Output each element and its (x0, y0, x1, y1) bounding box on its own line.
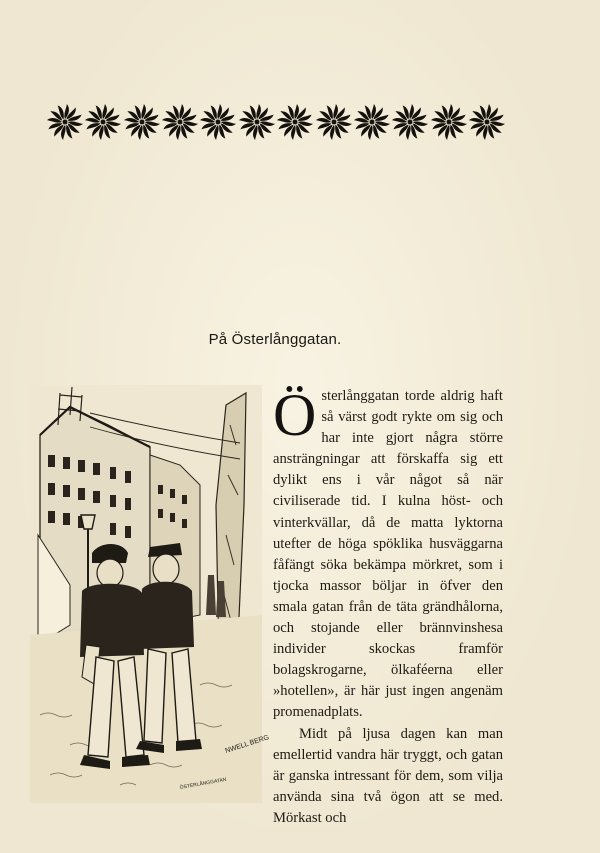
pinwheel-ornament-icon (238, 103, 276, 141)
pinwheel-ornament-icon (468, 103, 506, 141)
pinwheel-ornament-icon (84, 103, 122, 141)
artist-signature: NWELL BERG (224, 734, 271, 755)
illustration-caption: ÖSTERLÅNGGATAN (179, 776, 227, 791)
street-illustration (30, 385, 271, 803)
pinwheel-ornament-icon (199, 103, 237, 141)
paragraph-1 (273, 382, 503, 724)
pinwheel-ornament-icon (276, 103, 314, 141)
pinwheel-ornament-icon (315, 103, 353, 141)
paragraph-2: Midt på ljusa dagen kan man emellertid vandra här tryggt, och gatan är ganska intressant för dem, som vilja använda sina två ögon att se med. Mörkast och (273, 725, 503, 826)
pinwheel-ornament-icon (391, 103, 429, 141)
pinwheel-ornament-icon (46, 103, 84, 141)
pinwheel-ornament-icon (161, 103, 199, 141)
ornament-band (46, 101, 506, 143)
paragraph-1-text: sterlånggatan torde aldrig haft så värst godt rykte om sig och har inte gjort några större ansträngningar att förskaffa sig ett dylikt ens i vår något så när civiliserade tid. I kulna höst- och vinterkvällar, då de matta lyktorna utefter de höga spöklika husväggarna fåfängt söka bekämpa mörkret, som i tjocka massor böljar in öfver den smala gatan från de täta grändhålorna, och stojande eller brännvinshesa individer skockas framför bolagskrogarne, ölkaféerna eller »hotellen», är här just ingen angenäm promenadplats. (273, 388, 503, 721)
chapter-title: På Österlånggatan. (208, 331, 342, 348)
pinwheel-ornament-icon (353, 103, 391, 141)
pinwheel-ornament-icon (123, 103, 161, 141)
dropcap: Ö (273, 382, 317, 448)
pinwheel-ornament-icon (430, 103, 468, 141)
body-text (273, 382, 503, 829)
